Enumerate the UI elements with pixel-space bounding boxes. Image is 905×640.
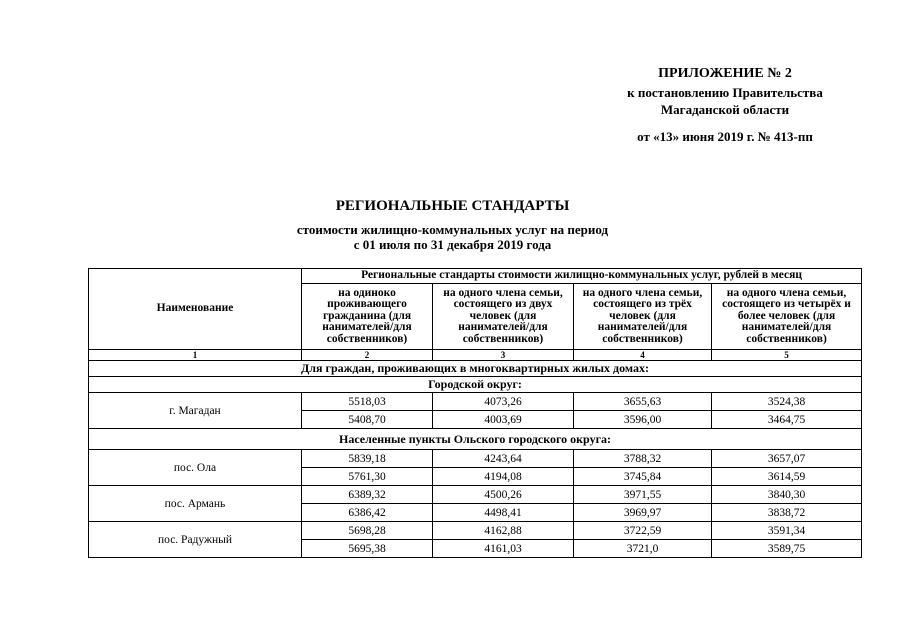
table-cell: 3840,30 [712, 486, 862, 504]
table-cell: 4161,03 [433, 540, 574, 558]
appendix-title: ПРИЛОЖЕНИЕ № 2 [658, 66, 792, 81]
subsection-heading: Населенные пункты Ольского городского округа: [89, 429, 862, 450]
table-cell: 5518,03 [302, 393, 433, 411]
table-cell: 3657,07 [712, 450, 862, 468]
table-cell: 3969,97 [574, 504, 712, 522]
col-number-2: 2 [302, 350, 433, 361]
table-cell: 6389,32 [302, 486, 433, 504]
table-cell: 3721,0 [574, 540, 712, 558]
table-cell: 5698,28 [302, 522, 433, 540]
row-name: пос. Ола [89, 450, 302, 486]
subtitle-line-1: стоимости жилищно-коммунальных услуг на период [296, 222, 609, 237]
table-cell: 3722,59 [574, 522, 712, 540]
group-header: Региональные стандарты стоимости жилищно-коммунальных услуг, рублей в месяц [302, 269, 862, 284]
table-cell: 5839,18 [302, 450, 433, 468]
appendix-line-4: от «13» июня 2019 г. № 413-пп [637, 129, 813, 144]
table-cell: 4003,69 [433, 411, 574, 429]
table-cell: 5695,38 [302, 540, 433, 558]
table-cell: 3591,34 [712, 522, 862, 540]
table-cell: 3464,75 [712, 411, 862, 429]
table-cell: 5761,30 [302, 468, 433, 486]
row-name: пос. Армань [89, 486, 302, 522]
table-cell: 3971,55 [574, 486, 712, 504]
row-name: пос. Радужный [89, 522, 302, 558]
table-cell: 5408,70 [302, 411, 433, 429]
col-header-2: на одиноко проживающего гражданина (для нанимателей/для собственников) [302, 284, 433, 350]
col-name-header: Наименование [89, 269, 302, 350]
col-number-3: 3 [433, 350, 574, 361]
document-title: РЕГИОНАЛЬНЫЕ СТАНДАРТЫ [335, 198, 570, 214]
col-header-3: на одного члена семьи, состоящего из двух человек (для нанимателей/для собственников) [433, 284, 574, 350]
col-number-1: 1 [89, 350, 302, 361]
table-cell: 3788,32 [574, 450, 712, 468]
col-header-5: на одного члена семьи, состоящего из четырёх и более человек (для нанимателей/для собственников) [712, 284, 862, 350]
table-cell: 4498,41 [433, 504, 574, 522]
table-cell: 3596,00 [574, 411, 712, 429]
section-heading: Для граждан, проживающих в многоквартирных жилых домах: [89, 361, 862, 377]
subtitle-line-2: с 01 июля по 31 декабря 2019 года [353, 237, 552, 252]
appendix-line-2: к постановлению Правительства [627, 85, 823, 100]
table-cell: 3589,75 [712, 540, 862, 558]
table-cell: 4500,26 [433, 486, 574, 504]
standards-table [88, 268, 862, 558]
table-cell: 3614,59 [712, 468, 862, 486]
col-number-5: 5 [712, 350, 862, 361]
table-cell: 4243,64 [433, 450, 574, 468]
col-header-4: на одного члена семьи, состоящего из трёх человек (для нанимателей/для собственников) [574, 284, 712, 350]
table-cell: 4073,26 [433, 393, 574, 411]
row-name: г. Магадан [89, 393, 302, 429]
table-cell: 4194,08 [433, 468, 574, 486]
table-cell: 3838,72 [712, 504, 862, 522]
table-cell: 3524,38 [712, 393, 862, 411]
col-number-4: 4 [574, 350, 712, 361]
appendix-line-3: Магаданской области [660, 102, 790, 117]
appendix-block [605, 64, 845, 145]
subsection-heading: Городской округ: [89, 377, 862, 393]
table-cell: 3655,63 [574, 393, 712, 411]
table-cell: 4162,88 [433, 522, 574, 540]
table-cell: 6386,42 [302, 504, 433, 522]
table-cell: 3745,84 [574, 468, 712, 486]
document-subtitle [0, 222, 905, 252]
